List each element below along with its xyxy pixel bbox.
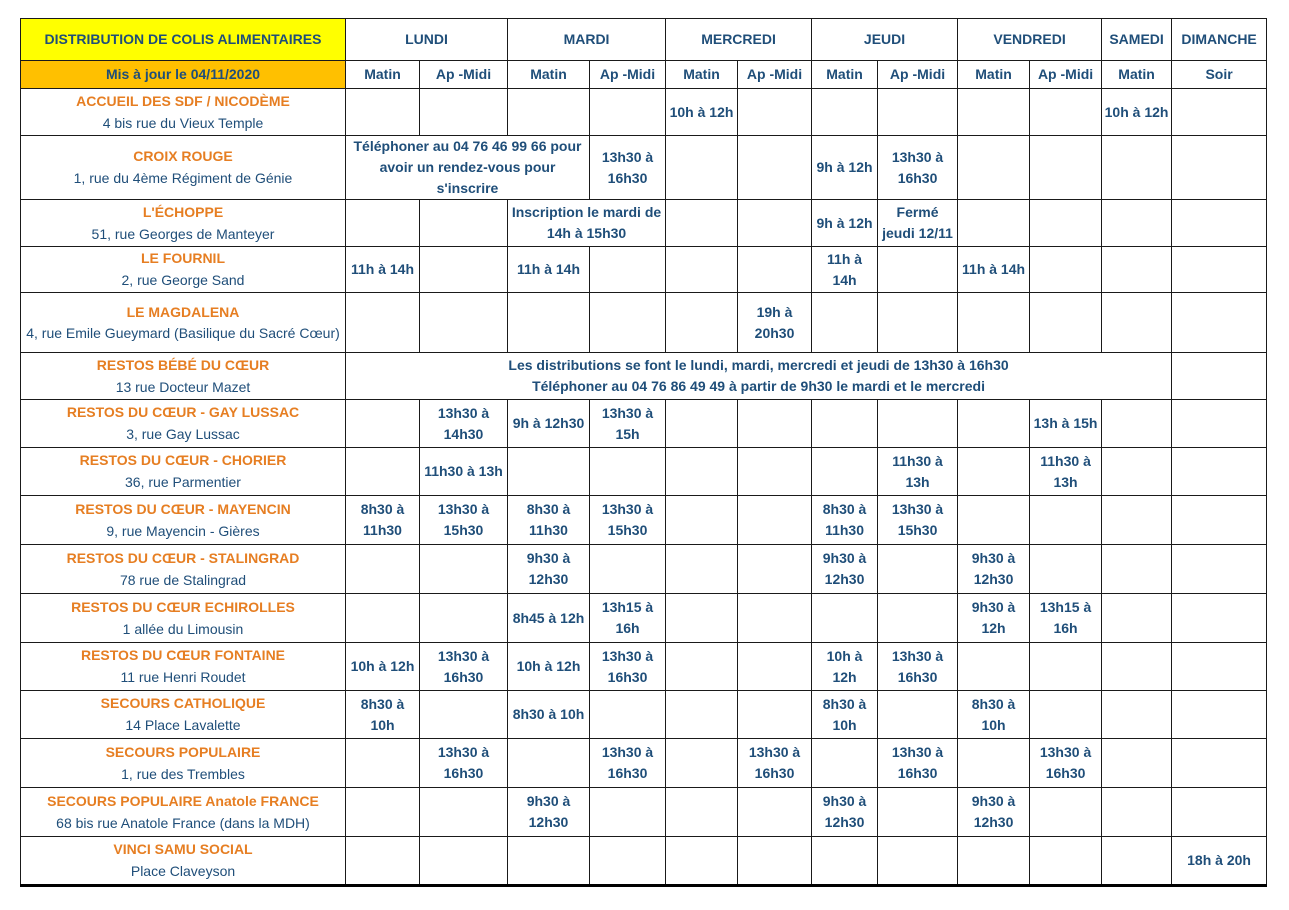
time-cell xyxy=(1172,136,1267,200)
time-cell: 8h30 à 11h30 xyxy=(508,496,590,545)
time-cell xyxy=(738,788,812,837)
org-name: RESTOS DU CŒUR - GAY LUSSAC xyxy=(66,404,300,420)
time-cell xyxy=(1102,739,1172,788)
time-cell: 8h30 à 10h xyxy=(958,691,1030,739)
slot-label: Matin xyxy=(666,61,738,89)
time-cell xyxy=(1030,837,1102,886)
time-cell xyxy=(590,448,666,496)
day-header-vendredi: VENDREDI xyxy=(958,19,1102,61)
time-cell xyxy=(812,400,878,448)
time-cell xyxy=(1172,353,1267,400)
table-row xyxy=(21,200,1267,247)
time-cell xyxy=(1030,643,1102,691)
time-cell xyxy=(1102,545,1172,594)
time-cell: 9h30 à 12h30 xyxy=(958,545,1030,594)
day-header-mardi: MARDI xyxy=(508,19,666,61)
time-cell: 10h à 12h xyxy=(666,89,738,136)
time-cell: 9h30 à 12h30 xyxy=(958,788,1030,837)
time-cell xyxy=(420,200,508,247)
time-cell xyxy=(346,545,420,594)
time-cell xyxy=(420,837,508,886)
table-title: DISTRIBUTION DE COLIS ALIMENTAIRES xyxy=(21,19,346,61)
organization-cell xyxy=(21,89,346,136)
time-cell xyxy=(1172,594,1267,643)
organization-cell xyxy=(21,200,346,247)
table-row xyxy=(21,691,1267,739)
time-cell xyxy=(1172,691,1267,739)
table-row xyxy=(21,136,1267,200)
time-cell: 13h30 à 16h30 xyxy=(590,739,666,788)
org-name: SECOURS POPULAIRE Anatole FRANCE xyxy=(47,792,319,809)
table-row xyxy=(21,293,1267,353)
time-cell xyxy=(1102,400,1172,448)
organization-cell xyxy=(21,353,346,400)
time-cell xyxy=(738,545,812,594)
time-cell: 13h30 à 16h30 xyxy=(590,136,666,200)
time-cell xyxy=(812,594,878,643)
time-cell xyxy=(958,200,1030,247)
time-cell: 10h à 12h xyxy=(1102,89,1172,136)
time-cell xyxy=(958,837,1030,886)
table-row xyxy=(21,837,1267,886)
time-cell xyxy=(878,247,958,293)
time-cell xyxy=(1030,496,1102,545)
slot-label: Soir xyxy=(1172,61,1267,89)
slot-label: Ap -Midi xyxy=(1030,61,1102,89)
time-cell xyxy=(1102,643,1172,691)
time-cell xyxy=(1172,200,1267,247)
time-cell xyxy=(1172,643,1267,691)
time-cell: 11h à 14h xyxy=(508,247,590,293)
org-name: RESTOS DU CŒUR FONTAINE xyxy=(80,647,286,663)
time-cell xyxy=(958,89,1030,136)
header-days-row xyxy=(21,19,1267,61)
org-address: 68 bis rue Anatole France (dans la MDH) xyxy=(56,814,310,831)
time-cell: 9h30 à 12h30 xyxy=(812,545,878,594)
time-cell xyxy=(346,837,420,886)
time-cell xyxy=(738,89,812,136)
time-cell xyxy=(1030,293,1102,353)
time-cell xyxy=(1030,247,1102,293)
time-cell xyxy=(1102,200,1172,247)
time-cell xyxy=(590,691,666,739)
time-cell xyxy=(1030,545,1102,594)
time-cell: 11h30 à 13h xyxy=(878,448,958,496)
org-address: 14 Place Lavalette xyxy=(125,717,241,733)
org-name: RESTOS DU CŒUR - STALINGRAD xyxy=(66,549,300,566)
time-cell xyxy=(738,837,812,886)
time-cell xyxy=(958,293,1030,353)
day-header-mercredi: MERCREDI xyxy=(666,19,812,61)
time-cell: 10h à 12h xyxy=(508,643,590,691)
org-address: 11 rue Henri Roudet xyxy=(120,669,246,685)
time-cell xyxy=(590,293,666,353)
time-cell: 9h à 12h xyxy=(812,136,878,200)
time-cell xyxy=(666,400,738,448)
time-cell xyxy=(958,448,1030,496)
time-cell xyxy=(346,89,420,136)
time-cell xyxy=(958,136,1030,200)
organization-cell xyxy=(21,837,346,886)
org-address: 1, rue du 4ème Régiment de Génie xyxy=(73,170,293,186)
table-row xyxy=(21,594,1267,643)
table-row xyxy=(21,496,1267,545)
slot-label: Ap -Midi xyxy=(738,61,812,89)
time-cell xyxy=(1172,788,1267,837)
time-cell xyxy=(666,496,738,545)
time-cell: 13h30 à 16h30 xyxy=(590,643,666,691)
time-cell xyxy=(666,293,738,353)
time-cell xyxy=(346,200,420,247)
time-cell xyxy=(346,594,420,643)
org-address: 4, rue Emile Gueymard (Basilique du Sacré Cœur) xyxy=(26,324,340,341)
time-cell: 13h30 à 15h30 xyxy=(878,496,958,545)
organization-cell xyxy=(21,691,346,739)
organization-cell xyxy=(21,448,346,496)
time-cell xyxy=(590,837,666,886)
time-cell: Inscription le mardi de 14h à 15h30 xyxy=(508,200,666,247)
time-cell: 9h30 à 12h xyxy=(958,594,1030,643)
organization-cell xyxy=(21,496,346,545)
org-address: 78 rue de Stalingrad xyxy=(119,571,247,588)
time-cell xyxy=(420,594,508,643)
time-cell: 13h30 à 16h30 xyxy=(738,739,812,788)
time-cell xyxy=(1030,136,1102,200)
organization-cell xyxy=(21,788,346,837)
day-header-dimanche: DIMANCHE xyxy=(1172,19,1267,61)
org-address: 2, rue George Sand xyxy=(121,272,245,288)
org-address: 51, rue Georges de Manteyer xyxy=(91,225,275,242)
organization-cell xyxy=(21,136,346,200)
time-cell xyxy=(958,643,1030,691)
time-cell xyxy=(738,247,812,293)
time-cell xyxy=(666,837,738,886)
time-cell: 13h30 à 14h30 xyxy=(420,400,508,448)
org-name: ACCUEIL DES SDF / NICODÈME xyxy=(76,92,290,109)
organization-cell xyxy=(21,545,346,594)
slot-label: Ap -Midi xyxy=(420,61,508,89)
time-cell: 13h30 à 15h30 xyxy=(590,496,666,545)
time-cell xyxy=(1030,691,1102,739)
time-cell xyxy=(738,200,812,247)
time-cell: 9h30 à 12h30 xyxy=(508,545,590,594)
table-row xyxy=(21,739,1267,788)
time-cell xyxy=(666,788,738,837)
time-cell xyxy=(1030,89,1102,136)
time-cell xyxy=(738,643,812,691)
org-name: SECOURS CATHOLIQUE xyxy=(100,695,266,711)
time-cell: 8h30 à 10h xyxy=(508,691,590,739)
time-cell xyxy=(590,545,666,594)
time-cell: 8h45 à 12h xyxy=(508,594,590,643)
time-cell xyxy=(738,400,812,448)
time-cell: 13h15 à 16h xyxy=(1030,594,1102,643)
time-cell xyxy=(1102,496,1172,545)
time-cell xyxy=(878,545,958,594)
time-cell xyxy=(1172,448,1267,496)
time-cell xyxy=(1102,136,1172,200)
time-cell: 13h30 à 15h30 xyxy=(420,496,508,545)
time-cell xyxy=(1102,788,1172,837)
org-name: RESTOS DU CŒUR - CHORIER xyxy=(79,452,287,468)
time-cell xyxy=(878,293,958,353)
table-row xyxy=(21,788,1267,837)
table-row xyxy=(21,643,1267,691)
table-row xyxy=(21,247,1267,293)
organization-cell xyxy=(21,739,346,788)
time-cell: 8h30 à 11h30 xyxy=(346,496,420,545)
slot-label: Ap -Midi xyxy=(590,61,666,89)
time-cell xyxy=(508,448,590,496)
time-cell: 11h à 14h xyxy=(958,247,1030,293)
org-address: 9, rue Mayencin - Gières xyxy=(106,522,260,539)
time-cell: Téléphoner au 04 76 46 99 66 pour avoir un rendez-vous pour s'inscrire xyxy=(346,136,590,200)
time-cell: 10h à 12h xyxy=(812,643,878,691)
time-cell xyxy=(420,545,508,594)
org-address: 36, rue Parmentier xyxy=(125,474,241,490)
time-cell xyxy=(1172,293,1267,353)
org-name: L'ÉCHOPPE xyxy=(142,203,224,220)
time-cell xyxy=(738,594,812,643)
org-address: 1 allée du Limousin xyxy=(122,620,244,637)
time-cell: 8h30 à 10h xyxy=(346,691,420,739)
time-cell xyxy=(590,788,666,837)
time-cell xyxy=(812,293,878,353)
slot-label: Matin xyxy=(1102,61,1172,89)
table-row xyxy=(21,89,1267,136)
distribution-schedule-table xyxy=(20,18,1267,887)
time-cell xyxy=(1172,545,1267,594)
table-row xyxy=(21,448,1267,496)
time-cell xyxy=(1030,788,1102,837)
time-cell xyxy=(878,400,958,448)
note-cell xyxy=(346,353,1172,400)
time-cell xyxy=(666,247,738,293)
time-cell xyxy=(346,400,420,448)
time-cell xyxy=(1172,496,1267,545)
time-cell xyxy=(958,400,1030,448)
time-cell xyxy=(878,89,958,136)
note-line: Téléphoner au 04 76 86 49 49 à partir de 9h30 le mardi et le mercredi xyxy=(532,378,985,394)
time-cell: 13h30 à 16h30 xyxy=(420,643,508,691)
time-cell xyxy=(1102,448,1172,496)
time-cell xyxy=(812,837,878,886)
time-cell: 13h30 à 15h xyxy=(590,400,666,448)
time-cell xyxy=(508,89,590,136)
slot-label: Matin xyxy=(958,61,1030,89)
time-cell: 11h30 à 13h xyxy=(420,448,508,496)
time-cell xyxy=(1102,594,1172,643)
organization-cell xyxy=(21,293,346,353)
note-line: Les distributions se font le lundi, mardi, mercredi et jeudi de 13h30 à 16h30 xyxy=(508,357,1009,373)
org-name: RESTOS DU CŒUR - MAYENCIN xyxy=(75,500,291,517)
time-cell xyxy=(346,293,420,353)
time-cell xyxy=(420,89,508,136)
org-name: RESTOS BÉBÉ DU CŒUR xyxy=(96,356,270,373)
time-cell xyxy=(666,200,738,247)
time-cell xyxy=(738,448,812,496)
day-header-samedi: SAMEDI xyxy=(1102,19,1172,61)
organization-cell xyxy=(21,643,346,691)
organization-cell xyxy=(21,594,346,643)
org-address: 4 bis rue du Vieux Temple xyxy=(102,114,264,131)
time-cell: 9h à 12h xyxy=(812,200,878,247)
time-cell: 11h30 à 13h xyxy=(1030,448,1102,496)
time-cell xyxy=(1172,247,1267,293)
time-cell xyxy=(958,739,1030,788)
time-cell: 13h30 à 16h30 xyxy=(878,643,958,691)
time-cell xyxy=(878,594,958,643)
org-name: RESTOS DU CŒUR ECHIROLLES xyxy=(71,598,295,615)
time-cell xyxy=(738,496,812,545)
time-cell xyxy=(666,136,738,200)
org-address: Place Claveyson xyxy=(130,863,236,879)
time-cell xyxy=(420,293,508,353)
table-row xyxy=(21,545,1267,594)
slot-label: Matin xyxy=(508,61,590,89)
time-cell xyxy=(812,89,878,136)
time-cell: 13h à 15h xyxy=(1030,400,1102,448)
time-cell xyxy=(590,89,666,136)
time-cell: 11h à 14h xyxy=(346,247,420,293)
time-cell xyxy=(812,448,878,496)
time-cell xyxy=(666,594,738,643)
time-cell xyxy=(812,739,878,788)
time-cell: 8h30 à 11h30 xyxy=(812,496,878,545)
time-cell xyxy=(1172,739,1267,788)
time-cell xyxy=(420,788,508,837)
time-cell xyxy=(420,247,508,293)
time-cell xyxy=(1102,837,1172,886)
time-cell xyxy=(666,448,738,496)
time-cell xyxy=(508,739,590,788)
time-cell xyxy=(666,739,738,788)
updated-date: Mis à jour le 04/11/2020 xyxy=(21,61,346,89)
time-cell xyxy=(590,247,666,293)
time-cell xyxy=(346,739,420,788)
time-cell: 13h30 à 16h30 xyxy=(878,739,958,788)
time-cell xyxy=(1102,247,1172,293)
time-cell: 9h30 à 12h30 xyxy=(812,788,878,837)
time-cell xyxy=(878,837,958,886)
time-cell xyxy=(958,496,1030,545)
time-cell xyxy=(1102,293,1172,353)
time-cell: 19h à 20h30 xyxy=(738,293,812,353)
slot-label: Ap -Midi xyxy=(878,61,958,89)
time-cell xyxy=(1102,691,1172,739)
time-cell xyxy=(738,691,812,739)
time-cell: 13h30 à 16h30 xyxy=(878,136,958,200)
time-cell xyxy=(666,545,738,594)
time-cell xyxy=(1172,89,1267,136)
org-address: 13 rue Docteur Mazet xyxy=(115,378,251,395)
time-cell: Fermé jeudi 12/11 xyxy=(878,200,958,247)
time-cell: 13h15 à 16h xyxy=(590,594,666,643)
time-cell: 13h30 à 16h30 xyxy=(1030,739,1102,788)
time-cell xyxy=(420,691,508,739)
time-cell xyxy=(508,293,590,353)
table-row xyxy=(21,353,1267,400)
time-cell xyxy=(666,691,738,739)
org-name: VINCI SAMU SOCIAL xyxy=(113,841,253,857)
time-cell xyxy=(878,691,958,739)
slot-label: Matin xyxy=(346,61,420,89)
time-cell xyxy=(346,448,420,496)
organization-cell xyxy=(21,400,346,448)
org-name: SECOURS POPULAIRE xyxy=(105,743,261,760)
time-cell: 13h30 à 16h30 xyxy=(420,739,508,788)
time-cell xyxy=(878,788,958,837)
org-address: 1, rue des Trembles xyxy=(121,765,245,782)
time-cell xyxy=(508,837,590,886)
time-cell xyxy=(346,788,420,837)
day-header-jeudi: JEUDI xyxy=(812,19,958,61)
time-cell: 9h30 à 12h30 xyxy=(508,788,590,837)
header-slots-row xyxy=(21,61,1267,89)
time-cell: 11h à 14h xyxy=(812,247,878,293)
org-name: LE FOURNIL xyxy=(141,250,225,266)
time-cell: 10h à 12h xyxy=(346,643,420,691)
time-cell: 18h à 20h xyxy=(1172,837,1267,886)
slot-label: Matin xyxy=(812,61,878,89)
time-cell xyxy=(1172,400,1267,448)
org-address: 3, rue Gay Lussac xyxy=(126,426,240,442)
table-row xyxy=(21,400,1267,448)
time-cell xyxy=(1030,200,1102,247)
day-header-lundi: LUNDI xyxy=(346,19,508,61)
time-cell xyxy=(738,136,812,200)
organization-cell xyxy=(21,247,346,293)
org-name: CROIX ROUGE xyxy=(133,148,233,164)
org-name: LE MAGDALENA xyxy=(126,303,240,320)
time-cell xyxy=(666,643,738,691)
time-cell: 8h30 à 10h xyxy=(812,691,878,739)
time-cell: 9h à 12h30 xyxy=(508,400,590,448)
